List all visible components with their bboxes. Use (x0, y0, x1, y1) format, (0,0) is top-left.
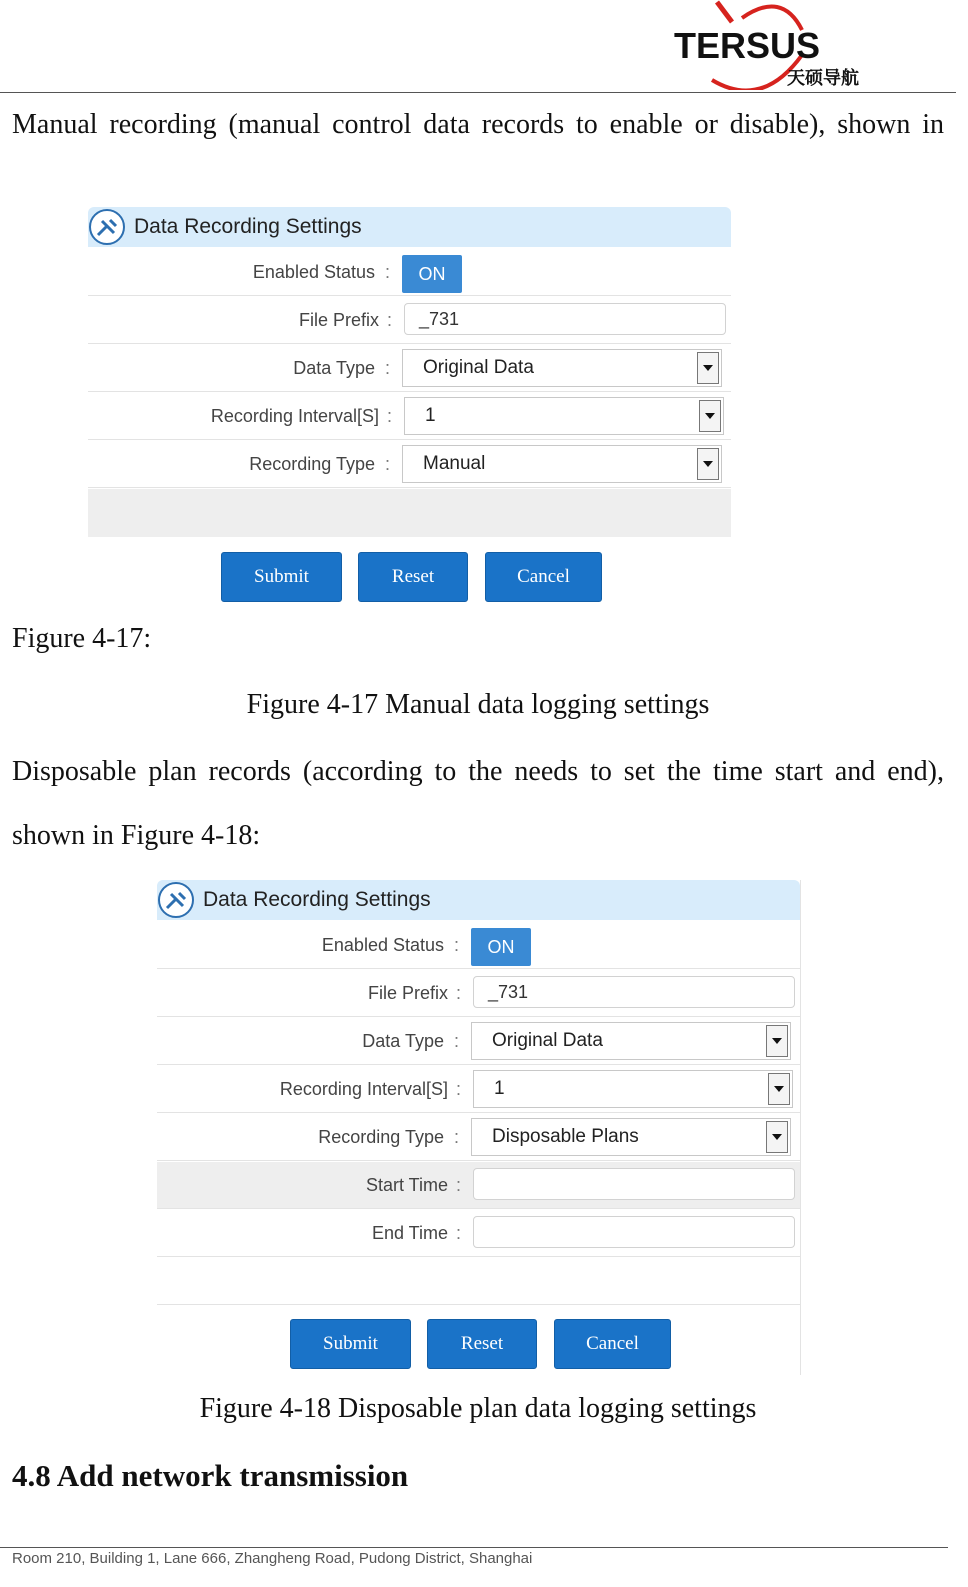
enabled-toggle[interactable]: ON (402, 255, 462, 293)
section-heading: 4.8 Add network transmission (12, 1458, 409, 1493)
submit-button[interactable]: Submit (290, 1319, 411, 1369)
tools-icon (88, 208, 126, 246)
submit-button[interactable]: Submit (221, 552, 342, 602)
header-divider (0, 92, 956, 93)
figure-caption-18: Figure 4-18 Disposable plan data logging settings (199, 1393, 757, 1424)
reset-button[interactable]: Reset (427, 1319, 537, 1369)
data-type-select[interactable] (402, 349, 722, 387)
recording-interval-value: 1 (425, 405, 436, 426)
row-start-time: Start Time : (157, 1162, 800, 1209)
row-file-prefix: File Prefix : _731 (157, 970, 800, 1017)
panel-title: Data Recording Settings (203, 888, 431, 911)
intro-paragraph: Manual recording (manual control data records to enable or disable), shown in (12, 109, 944, 140)
row-enabled-status: Enabled Status : ON (88, 249, 731, 296)
cancel-button[interactable]: Cancel (485, 552, 602, 602)
recording-interval-select[interactable] (473, 1070, 793, 1108)
end-time-input[interactable] (473, 1216, 795, 1248)
chevron-down-icon[interactable] (768, 1073, 790, 1105)
chevron-down-icon[interactable] (697, 352, 719, 384)
row-file-prefix: File Prefix : _731 (88, 297, 731, 344)
footer-divider (0, 1547, 948, 1548)
row-data-type: Data Type : Original Data (157, 1018, 800, 1065)
row-recording-interval: Recording Interval[S] : 1 (157, 1066, 800, 1113)
figure-caption-17: Figure 4-17 Manual data logging settings (246, 689, 710, 720)
disposable-paragraph-line1: Disposable plan records (according to the needs to set the time start and end), (12, 756, 944, 787)
label-start-time: Start Time (365, 1175, 448, 1195)
enabled-toggle[interactable]: ON (471, 928, 531, 966)
label-enabled-status: Enabled Status (252, 262, 375, 282)
label-data-type: Data Type (293, 358, 375, 378)
recording-interval-select[interactable] (404, 397, 724, 435)
logo-chinese-text: 天硕导航 (787, 68, 859, 89)
recording-type-select[interactable] (402, 445, 722, 483)
label-recording-type: Recording Type (318, 1127, 444, 1147)
recording-type-value: Manual (423, 453, 486, 474)
chevron-down-icon[interactable] (697, 448, 719, 480)
recording-type-select[interactable] (471, 1118, 791, 1156)
label-data-type: Data Type (362, 1031, 444, 1051)
data-recording-panel-manual (88, 207, 731, 537)
label-file-prefix: File Prefix (367, 983, 448, 1003)
data-type-value: Original Data (423, 357, 534, 378)
disposable-paragraph-line2: shown in Figure 4-18: (12, 820, 261, 851)
cancel-button[interactable]: Cancel (554, 1319, 671, 1369)
data-type-select[interactable] (471, 1022, 791, 1060)
tools-icon (157, 881, 195, 919)
reset-button[interactable]: Reset (358, 552, 468, 602)
empty-row (157, 1258, 800, 1305)
recording-type-value: Disposable Plans (492, 1126, 639, 1147)
logo-text: TERSUS (674, 25, 821, 66)
row-recording-interval: Recording Interval[S] : 1 (88, 393, 731, 440)
row-recording-type: Recording Type : Manual (88, 441, 731, 488)
file-prefix-input[interactable]: _731 (404, 303, 726, 335)
panel-title: Data Recording Settings (134, 215, 362, 238)
figure-reference-17: Figure 4-17: (12, 623, 152, 654)
row-end-time: End Time : (157, 1210, 800, 1257)
panel-title-bar (88, 207, 731, 247)
panel-title-bar (157, 880, 800, 920)
data-type-value: Original Data (492, 1030, 603, 1051)
file-prefix-input[interactable]: _731 (473, 976, 795, 1008)
recording-interval-value: 1 (494, 1078, 505, 1099)
footer-address: Room 210, Building 1, Lane 666, Zhangheng Road, Pudong District, Shanghai (12, 1550, 533, 1567)
label-enabled-status: Enabled Status (321, 935, 444, 955)
empty-grey-row (88, 489, 731, 537)
label-file-prefix: File Prefix (298, 310, 379, 330)
row-data-type: Data Type : Original Data (88, 345, 731, 392)
tersus-logo (672, 0, 872, 90)
label-recording-type: Recording Type (249, 454, 375, 474)
label-recording-interval: Recording Interval[S] (210, 406, 379, 426)
data-recording-panel-disposable (157, 880, 801, 1375)
start-time-input[interactable] (473, 1168, 795, 1200)
chevron-down-icon[interactable] (699, 400, 721, 432)
row-enabled-status: Enabled Status : ON (157, 922, 800, 969)
chevron-down-icon[interactable] (766, 1121, 788, 1153)
chevron-down-icon[interactable] (766, 1025, 788, 1057)
label-recording-interval: Recording Interval[S] (279, 1079, 448, 1099)
row-recording-type: Recording Type : Disposable Plans (157, 1114, 800, 1161)
label-end-time: End Time (371, 1223, 448, 1243)
